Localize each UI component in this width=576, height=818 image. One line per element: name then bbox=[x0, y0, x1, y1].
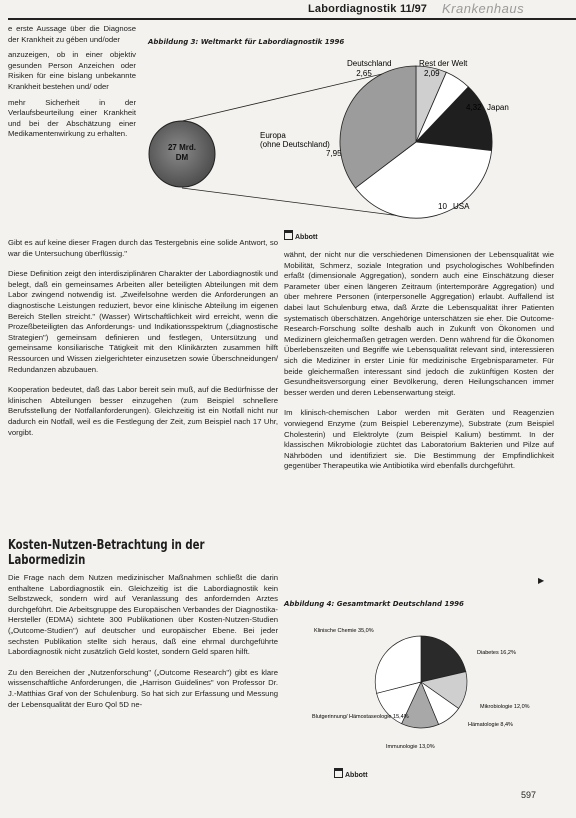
value-europa: 7,95 bbox=[326, 149, 342, 158]
label-blutgerinnung: Blutgerinnung/ Hämostaseologie 15,4% bbox=[312, 714, 409, 720]
paragraph: Kooperation bedeutet, daß das Labor bereit sein muß, auf die Bedürfnisse der klinischen Abteilungen besser einzugehen (zum Beispiel schnellere Berufsstellung der Notfallanforderungen). Gleichzeitig ist ein Notfall nicht nur dadurch ein Notfall, weil es die Festlegung der Zeit, zum Beispiel nach 17 Uhr, vorgibt. bbox=[8, 385, 278, 437]
value-rest-der-welt: 2,09 bbox=[424, 69, 440, 78]
section-title: Labordiagnostik bbox=[308, 3, 397, 15]
figure3-chart bbox=[140, 52, 576, 236]
continue-arrow-icon: ▶ bbox=[538, 576, 545, 585]
paragraph: wähnt, der nicht nur die verschiedenen Dimensionen der Lebensqualität wie Mobilität, Schmerz, soziale Integration und psychologisches Wohlbefinden erfaßt (dimensionale Aggregation), sondern auch eine Einschätzung dieser Parameter über einen längeren Zeitraum (intertemporäre Aggregation) und über mehrere Personen (interpersonelle Aggregation) erlaubt. Auffallend ist dabei laut Schulenburg etwa, daß Ärzte die Lebensqualität ihrer Patienten systematisch überschätzen. Angehörige unterschätzen sie eher. Die Outcome-Research-Forschung sollte deshalb auch in Zukunft von Ökonomen und Medizinern gleichermaßen getragen werden. Denn während für die Ökonomen Überlebenszeiten und Begriffe wie Lebensqualität relevant sind, interessieren sich die Mediziner in erster Linie für medizinische Ergebnisparameter. Für beide gleichermaßen interessant sind jedoch die zukünftigen Kosten der Gesundheitsversorgung einer Bevölkerung, deren Heilungschancen immer besser werden und deren Lebenserwartung steigt. bbox=[284, 250, 554, 397]
page-header bbox=[0, 0, 576, 22]
left-body-text bbox=[8, 238, 278, 438]
abbott-logo: Abbott bbox=[284, 230, 318, 241]
left-top-text bbox=[8, 24, 136, 140]
issue-number: 11/97 bbox=[400, 3, 427, 15]
paragraph: e erste Aussage über die Diagnose der Krankheit zu gében und/oder bbox=[8, 24, 136, 44]
section-heading: Kosten-Nutzen-Betrachtung in der Labormedizin bbox=[8, 538, 205, 568]
figure4-caption: Abbildung 4: Gesamtmarkt Deutschland 1996 bbox=[284, 600, 464, 608]
paragraph: Diese Definition zeigt den interdisziplinären Charakter der Labordiagnostik und belegt, daß ein gemeinsames Arbeiten aller beteiligten Abteilungen mit dem Labor zwingend notwendig ist. „Zweifelsohne werden die Anforderungen an diagnostische Leistungen reduziert, bevor eine klinische Abteilung im eigenen Bereich Stellen streicht." (Wasser) Wirtschaftlichkeit wird erreicht, wenn die Prozeßbeteiligten das Anforderungs- und Indikationsspektrum („diagnostische Strategien") gemeinsam definieren und festlegen, Untersützung und gemeinsame konsiliarische Tätigkeit mit den Klinikärzten zusammen hilft Ressourcen und Wissen zielgerichteter einzusetzen sowie Überschneidungen/ Redundanzen abzubauen. bbox=[8, 269, 278, 374]
paragraph: Im klinisch-chemischen Labor werden mit Geräten und Reagenzien vorwiegend Enzyme (zum Beispiel Leberenzyme), Substrate (zum Beispiel Cholesterin) und Elektrolyte (zum Beispiel Kalium) bestimmt. In der klassischen Mikrobiologie züchtet das Laboratorium Bakterien und Pilze auf Nährböden und identifiziert sie. Die Bestimmung der Empfindlichkeit gegenüber Therapeutika wie Antibiotika wird ebenfalls durchgeführt. bbox=[284, 408, 554, 471]
pie-slices bbox=[340, 66, 492, 218]
label-klinische-chemie: Klinische Chemie 35,0% bbox=[314, 628, 374, 634]
right-body-text bbox=[284, 250, 554, 472]
left-bottom-text bbox=[8, 573, 278, 710]
abbott-logo: Abbott bbox=[334, 768, 368, 779]
header-rule bbox=[8, 18, 576, 20]
value-japan: 4,32 bbox=[466, 103, 482, 112]
figure4-chart bbox=[284, 614, 564, 764]
label-diabetes: Diabetes 16,2% bbox=[477, 650, 516, 656]
label-deutschland: Deutschland bbox=[347, 59, 392, 68]
magazine-logo: Krankenhaus bbox=[442, 1, 525, 16]
label-usa: USA bbox=[453, 202, 470, 211]
paragraph: anzuzeigen, ob in einer objektiv gesunden Person Anzeichen oder Risiken für eine bislang unbekannte Krankheit bestehen und/ oder bbox=[8, 50, 136, 91]
paragraph: Zu den Bereichen der „Nutzenforschung" („Outcome Research") gibt es klare wissenschaftliche Anforderungen, die „Harrison Guidelines" von Professor Dr. J.-Matthias Graf von der Schulenburg. So hat sich zur Erfassung und Messung der Lebensqualität der Euro Qol 5D ne- bbox=[8, 667, 278, 709]
paragraph: Die Frage nach dem Nutzen medizinischer Maßnahmen schließt die darin enthaltene Labordiagnostik ein. Gleichzeitig ist die Labordiagnostik kein Selbstzweck, sondern wird auf Veranlassung des anfordernden Arztes durchgeführt. Die Arbeitsgruppe des Europäischen Verbandes der Diagnostika-Hersteller (EDMA) sichtete 300 Publikationen über Kosten-Nutzen-Studien („Outcome-Studien") auf deutscher und europäischer Ebene. Bei jeder sechsten Publikation stellte sich heraus, daß eine ehrmal durchgeführte Labordiagnostik nicht zusätzlich Geld kostet, sondern Geld sparen hilft. bbox=[8, 573, 278, 657]
circle-label: 27 Mrd. bbox=[167, 143, 197, 152]
paragraph: mehr Sicherheit in der Verlaufsbeurteilung einer Krankheit und bei der Abschätzung einer Medikamentenwirkung zu erhalten. bbox=[8, 97, 136, 139]
paragraph: Gibt es auf keine dieser Fragen durch das Testergebnis eine solide Antwort, so war die Untersuchung überflüssig." bbox=[8, 238, 278, 258]
label-haematologie: Hämatologie 8,4% bbox=[468, 722, 513, 728]
figure3-caption: Abbildung 3: Weltmarkt für Labordiagnostik 1996 bbox=[148, 38, 345, 46]
value-deutschland: 2,65 bbox=[356, 69, 372, 78]
label-rest-der-welt: Rest der Welt bbox=[419, 59, 468, 68]
label-europa: Europa bbox=[260, 131, 286, 140]
circle-label: DM bbox=[175, 153, 189, 162]
label-immunologie: Immunologie 13,0% bbox=[386, 744, 435, 750]
page-number: 597 bbox=[520, 790, 536, 800]
label-japan: Japan bbox=[487, 103, 509, 112]
value-usa: 10 bbox=[438, 202, 447, 211]
label-mikrobiologie: Mikrobiologie 12,0% bbox=[480, 704, 530, 710]
sublabel-europa: (ohne Deutschland) bbox=[260, 140, 330, 149]
